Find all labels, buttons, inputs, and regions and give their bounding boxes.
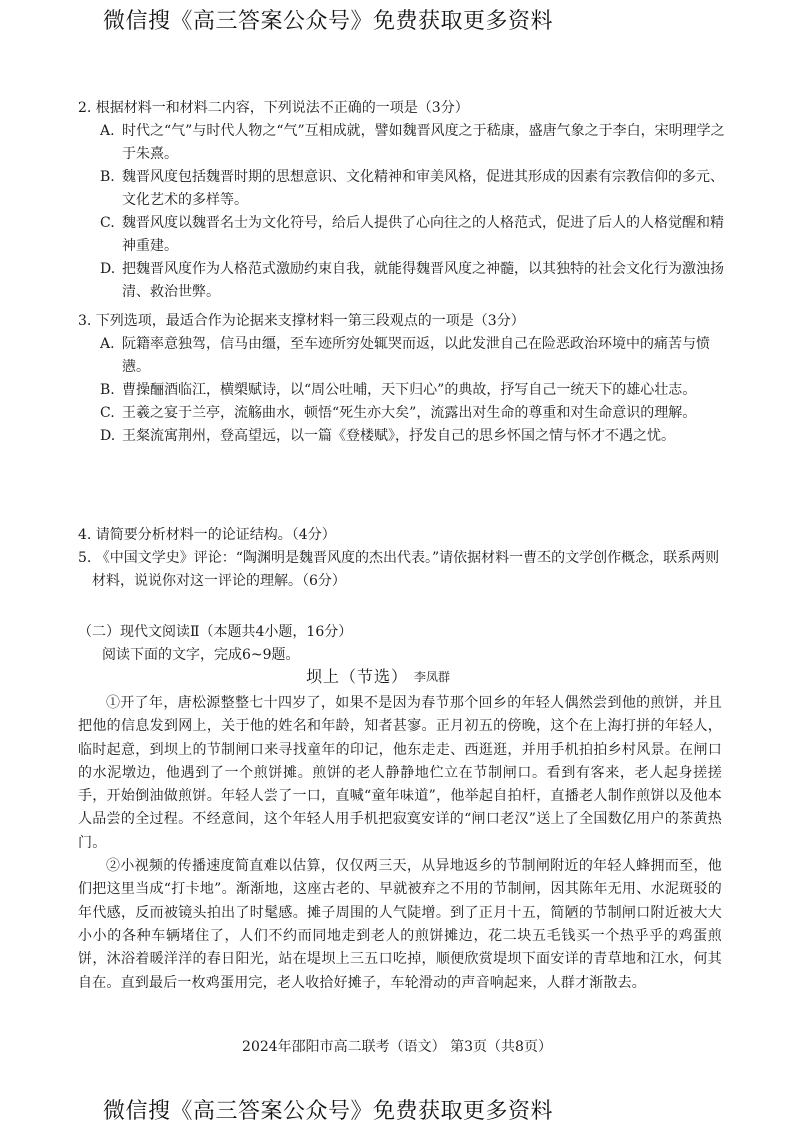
question-3-option-b: B. 曹操酾酒临江，横槊赋诗，以“周公吐哺，天下归心”的典故，抒写自己一统天下的雄心壮志。 [100,382,697,398]
question-2-option-b: B. 魏晋风度包括魏晋时期的思想意识、文化精神和审美风格，促进其形成的因素有宗教信仰的多元、文化艺术的多样等。 [100,169,724,208]
question-2 [78,97,728,304]
passage-title: 坝上（节选） [306,667,409,686]
question-3 [78,310,728,448]
section-title: （二）现代文阅读Ⅱ（本题共4小题，16分） [78,624,353,640]
question-5: 5. 《中国文学史》评论：“陶渊明是魏晋风度的杰出代表。”请依据材料一曹丕的文学创作概念，联系两则材料，说说你对这一评论的理解。（6分） [78,550,720,589]
passage-paragraph-2: ②小视频的传播速度简直难以估算，仅仅两三天，从异地返乡的节制闸附近的年轻人蜂拥而至，他们把这里当成“打卡地”。渐渐地，这座古老的、早就被弃之不用的节制闸，因其陈年无用、水泥斑驳的年代感，反而被镜头拍出了时髦感。摊子周围的人气陡增。到了正月十五，简陋的节制闸口附近被大大小小的各种车辆堵住了，人们不约而同地走到老人的煎饼摊边，花二块五毛钱买一个热乎乎的鸡蛋煎饼，沐浴着暖洋洋的春日阳光，站在堤坝上三五口吃掉，顺便欣赏堤坝下面安详的青草地和江水，何其自在。直到最后一枚鸡蛋用完，老人收拾好摊子，车轮滑动的声音响起来，人群才渐散去。 [78,858,722,991]
section-heading [78,621,352,667]
passage-author: 李凤群 [414,670,451,684]
passage-paragraph-1: ①开了年，唐松源整整七十四岁了，如果不是因为春节那个回乡的年轻人偶然尝到他的煎饼，并且把他的信息发到网上，关于他的姓名和年龄，知者甚寥。正月初五的傍晚，这个在上海打拼的年轻人，临时起意，到坝上的节制闸口来寻找童年的印记，他东走走、西逛逛，并用手机拍拍乡村风景。在闸口的水泥墩边，他遇到了一个煎饼摊。煎饼的老人静静地伫立在节制闸口。看到有客来，老人起身搓搓手，开始倒油做煎饼。年轻人尝了一口，直喊“童年味道”，他举起自拍杆，直播老人制作煎饼以及他本人品尝的全过程。不经意间，这个年轻人用手机把寂寞安详的“闸口老汉”送上了全国数亿用户的茶黄热门。 [78,695,722,851]
top-banner: 微信搜《高三答案公众号》免费获取更多资料 [103,9,554,34]
page-footer: 2024年邵阳市高二联考（语文） 第3页（共8页） [242,1039,552,1055]
question-2-option-c: C. 魏晋风度以魏晋名士为文化符号，给后人提供了心向往之的人格范式，促进了后人的人格觉醒和精神重建。 [100,215,724,254]
question-4: 4. 请简要分析材料一的论证结构。（4分） [78,527,336,543]
question-2-option-d: D. 把魏晋风度作为人格范式激励约束自我，就能得魏晋风度之神髓，以其独特的社会文化行为激浊扬清、救治世弊。 [100,261,724,300]
question-3-option-d: D. 王粲流寓荆州，登高望远，以一篇《登楼赋》，抒发自己的思乡怀国之情与怀才不遇之忧。 [100,428,675,444]
bottom-banner: 微信搜《高三答案公众号》免费获取更多资料 [103,1099,554,1124]
question-2-stem: 2. 根据材料一和材料二内容，下列说法不正确的一项是（3分） [78,100,469,116]
question-3-stem: 3. 下列选项，最适合作为论据来支撑材料一第三段观点的一项是（3分） [78,313,525,329]
question-2-option-a: A. 时代之“气”与时代人物之“气”互相成就，譬如魏晋风度之于嵇康，盛唐气象之于李白，宋明理学之于朱熹。 [100,123,725,162]
section-instruction: 阅读下面的文字，完成6~9题。 [102,647,300,663]
question-4-5 [78,524,728,593]
question-3-option-c: C. 王羲之宴于兰亭，流觞曲水，顿悟“死生亦大矣”，流露出对生命的尊重和对生命意识的理解。 [100,405,697,421]
question-3-option-a: A. 阮籍率意独驾，信马由缰，至车迹所穷处辄哭而返，以此发泄自己在险恶政治环境中的痛苦与愤懑。 [100,336,710,375]
passage-body [78,692,722,995]
